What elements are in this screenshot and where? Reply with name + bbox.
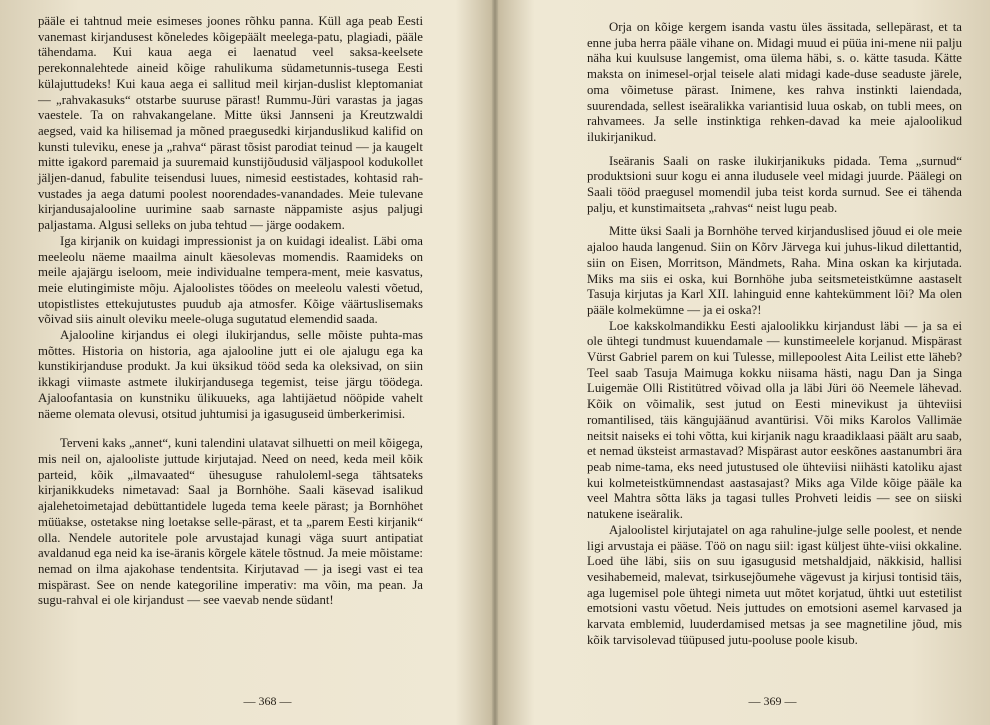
paragraph: Ajaloolistel kirjutajatel on aga rahuline-julge selle poolest, et nende ligi arvustaja ei pääse. Töö on nagu siil: igast küljest ühte-viisi okkaline. Loed ühe läbi, siis on suu igasugusid metshaldjaid, näkkisid, hallisi vesihabemeid, malevat, tsirkusejõumehe vägevust ja kirjusi tontisid täis, aga lugemisel pole ühtegi nimeta uut mõtet korjatud, ühtki uut estetilist emotsioni vastu võetud. Neis juttudes on emotsioni asemel karvased ja karvata emblemid, luuderdamised metsas ja see magnetiline jõud, mis kõik tarvisolevad tüüpused jutu-pooluse poole kisub. — [587, 522, 962, 647]
paragraph: pääle ei tahtnud meie esimeses joones rõhku panna. Küll aga peab Eesti vanemast kirjandusest kõneledes kõigepäält meelega-patu, plagiadi, pääle tähendama. Kui kaua aega ei laenatud veel saksa-keelsete perekonnalehtede aineid kõige rahulikuma südametunnis-tusega Eesti külajuttudeks! Kui kaua aega ei sallitud meil kirjan-duslist kleptomaniat — „rahvakasuks“ otstarbe suuruse pärast! Rummu-Jüri varastas ja jagas vaestele. Ta on rahvakangelane. Mitte üksi Jannseni ja Kreutzwaldi aegsed, vaid ka hilisemad ja mõned praegusedki kirjanduslikud kalifid on kunsti tuleviku, enese ja „rahva“ pärast tõsist parodiat teinud — ja kaugelt mitte igakord paremaid ja suuremaid kunstijõudusid väljaspool kodukollet jäljen-danud, fabulite teisendusi luues, nimesid eestistades, kohtasid rah-vustades ja aega datumi poolest noorendades-vanandades. Meie tulevane kirjandusajalooline uurimine saab sarnaste näppamiste asjus paljugi paljastama. Algusi selleks on juba tehtud — järge oodakem. — [38, 14, 423, 233]
paragraph: Loe kakskolmandikku Eesti ajaloolikku kirjandust läbi — ja sa ei ole ühtegi tundmust kuuendamale — kunstimeelele korjanud. Mispärast Vürst Gabriel parem on kui Tulesse, millepoolest Aita Leilist ette läheb? Teel saab Tasuja Maimuga kokku niisama hästi, nagu Dan ja Singa Luigemäe Olli Ristitütred võivad olla ja läbi Jüri öö Neemele lähevad. Kõik on võimalik, sest jutud on Eesti minevikust ja ühteviisi romantilised, täis kängujäänud avantürisi. Või miks Karolos Vallimäe neitsit naiseks ei tohi võtta, kui kirjanik nagu kraadiklaasi päält aru saab, et nemad üksteist armastavad? Mispärast autor eeskõnes aastanumbri ära peab nime-tama, eks need jutustused ole ühteviisi niihästi katoliku ajast kui kolmeteistkümnendast aastasajast? Miks aga Vilde kõige pääle ka veel Mahtra sõtta läks ja tagasi tulles Prohveti leidis — see on siiski natukene iseäralik. — [587, 318, 962, 522]
paragraph: Terveni kaks „annet“, kuni talendini ulatavat silhuetti on meil kõigega, mis neil on, ajalooliste juttude kirjutajad. Need on need, keda meil kõik parteid, kõik „ilmavaated“ ühesuguse rahuloleml-sega tähtsateks kirjanikkudeks nimetavad: Saal ja Bornhöhe. Saali käsevad isalikud ajalehetoimetajad debüttantidele lugeda tema keele pärast; ja Bornhöhet müüakse, ostetakse ning loetakse selle-pärast, et ta „parem Eesti kirjanik“ olla. Nendele autoritele pole arvustajad kunagi väga suurt antipatiat avaldanud ega neid ka ise-äranis kõrgele kätele tõstnud. Ja meie mõistame: nemad on ilma ajakohase tendentsita. Kirjutavad — ja isegi vast ei tea mispärast. See on nende kategoriline imperativ: ma võin, ma pean. Ja sugu-rahval ei ole kirjandust — see vaevab nende südant! — [38, 436, 423, 608]
page-number: — 369 — — [748, 694, 797, 708]
paragraph: Mitte üksi Saali ja Bornhöhe terved kirjanduslised jõuud ei ole meie ajaloo hauda langenud. Siin on Kõrv Järvega kui juhus-likud dilettantid, siin on Eisen, Morritson, Mändmets, Raha. Mina oskan ka kirjutada. Miks ma siis ei oska, kui Bornhöhe juba seitsmeteistkümne aastaselt Tasuja kirjutas ja Karl XII. lahinguid enne kahtekümment lõi? Ma olen pääle kolmekümne — ja ei oska?! — [587, 224, 962, 317]
right-page-text — [587, 20, 962, 648]
paragraph: Iseäranis Saali on raske ilukirjanikuks pidada. Tema „surnud“ produktsioni suur kogu ei anna iludusele veel midagi juurde. Päälegi on Saali tööd praegusel momendil juba teist korda surnud. See ei tähenda palju, et kunstimaitseta „rahvas“ neist lugu peab. — [587, 153, 962, 215]
left-page-text — [38, 14, 423, 609]
paragraph: Orja on kõige kergem isanda vastu üles ässitada, sellepärast, et ta enne juba herra pääle vihane on. Midagi muud ei püüa ini-mene nii palju näha kui kuulsuse langemist, oma ülema häbi, s. o. kätte tasuda. Kätte maksta on inimesel-orjal teisele alati midagi kade-duse seaduste järele, oma võimetuse pärast. Inimene, kes rahva instinkti laiendada, suurendada, sellest iseäralikka variantisid luua oskab, on tubli mees, on rahvamees. Ja selle instinktiga rehken-davad ka meie ajaloolikud ilukirjanikud. — [587, 20, 962, 144]
paragraph: Iga kirjanik on kuidagi impressionist ja on kuidagi idealist. Läbi oma meeleolu näeme maailma ainult käesolevas momendis. Raamideks on meile ajajärgu iseloom, meie individualne tempera-ment, meie kasvatus, meie elutingimiste mõju. Ajaloolistes töödes on meeleolu valesti võetud, utopistlistes ettekujutustes puudub aja atmosfer. Kõige väärtuslisemaks võivad siis ainult oleviku meele-oluga sugutatud elemendid saada. — [38, 233, 423, 327]
right-page — [495, 0, 990, 725]
page-number: — 368 — — [243, 694, 292, 708]
paragraph: Ajalooline kirjandus ei olegi ilukirjandus, selle mõiste puhta-mas mõttes. Historia on historia, aga ajalooline jutt ei ole ajalugu ega ka kunstikirjanduse produkt. Ja kui üksikud tööd seda ka oleksivad, on siin ikkagi viimaste astmete ilukirjandusega tegemist, teise järgu töödega. Ajaloofantasia on kunstniku ülikuueks, aga lahtijäetud nööpide vahelt näeme olemata olevusi, otsitud juhtumisi ja igasuguseid ümberkerimisi. — [38, 328, 423, 421]
